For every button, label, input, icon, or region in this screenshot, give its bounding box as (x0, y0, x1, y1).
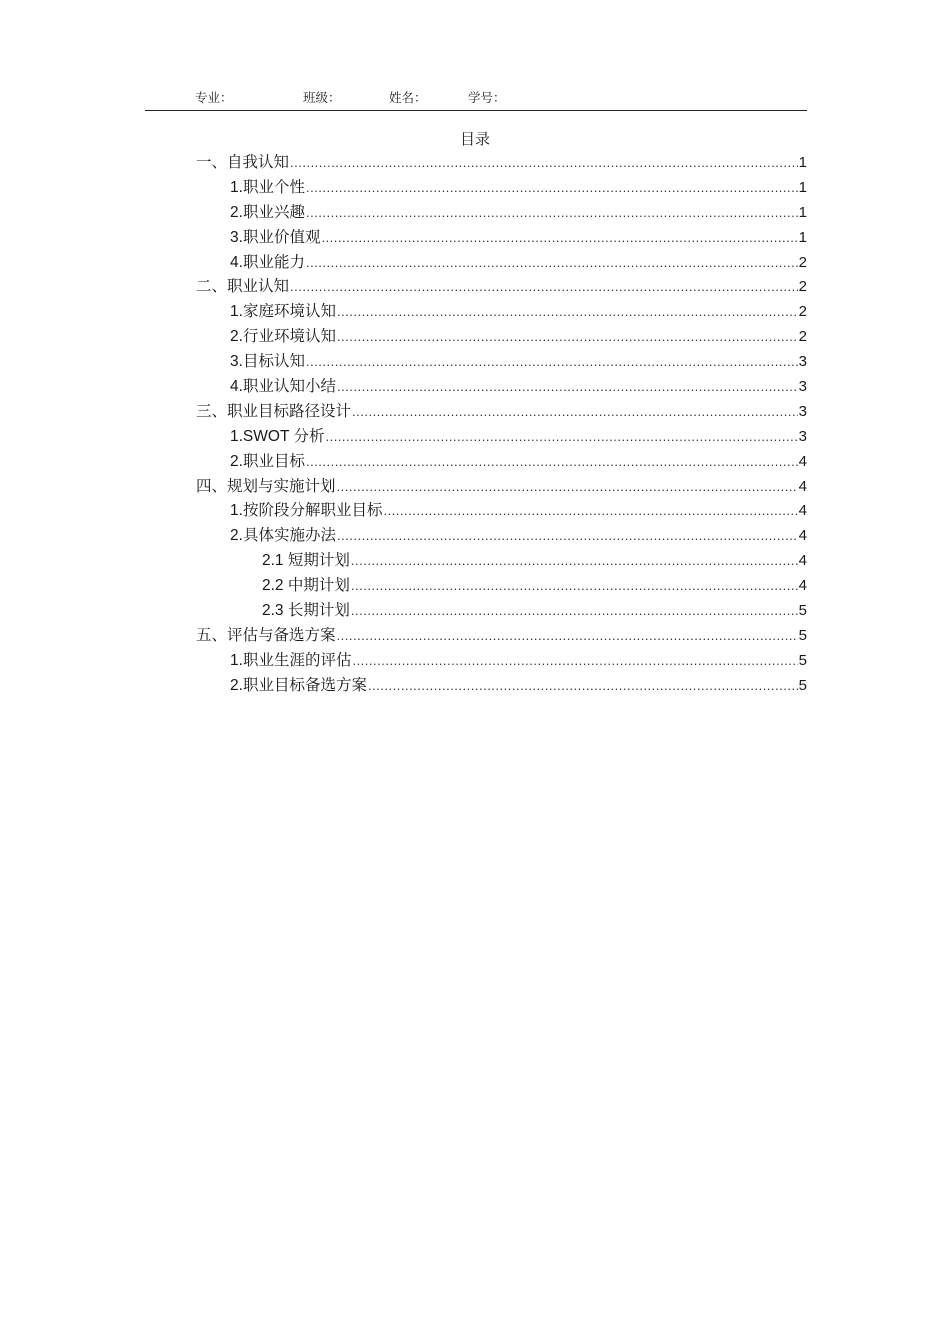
toc-entry-title (262, 548, 350, 574)
toc-entry[interactable] (196, 274, 807, 299)
toc-entry-label: 分析 (293, 426, 325, 445)
dot-leader (321, 226, 797, 251)
toc-entry-title (262, 598, 350, 624)
name-label: 姓名： (389, 90, 427, 105)
toc-entry[interactable] (196, 225, 807, 250)
toc-entry-number: 2.2 (262, 577, 288, 595)
toc-entry-title (230, 523, 336, 549)
toc-entry-number: 1. (230, 178, 243, 196)
toc-entry[interactable] (196, 548, 807, 573)
toc-entry[interactable] (196, 349, 807, 374)
toc-entry-title (196, 474, 336, 499)
toc-entry-page: 1 (798, 203, 807, 221)
toc-entry-number: 1. (230, 651, 243, 669)
toc-entry[interactable] (196, 424, 807, 449)
toc-entry[interactable] (196, 648, 807, 673)
dot-leader (337, 624, 798, 649)
dot-leader (351, 574, 798, 599)
toc-entry-number: 2. (230, 203, 243, 221)
toc-entry[interactable] (196, 374, 807, 399)
toc-entry-page: 5 (798, 676, 807, 694)
toc-entry-label: 职业能力 (242, 252, 305, 271)
toc-entry-title (230, 175, 305, 201)
dot-leader (306, 176, 798, 201)
toc-entry-page: 2 (798, 278, 807, 296)
toc-entry-page: 4 (798, 527, 807, 545)
toc-entry-label: 家庭环境认知 (242, 302, 336, 321)
student-id-label: 学号： (468, 90, 506, 105)
toc-entry-title (230, 225, 320, 251)
toc-entry-number: 2. (230, 676, 243, 694)
toc-entry[interactable] (196, 200, 807, 225)
toc-entry-number: 4. (230, 378, 243, 396)
toc-entry-label: 四、规划与实施计划 (196, 476, 336, 495)
toc-entry[interactable] (196, 623, 807, 648)
toc-entry-page: 3 (798, 378, 807, 396)
toc-entry[interactable] (196, 474, 807, 499)
toc-entry-page: 1 (798, 154, 807, 171)
toc-entry[interactable] (196, 150, 807, 175)
toc-entry-title (230, 324, 336, 350)
toc-entry-label: 中期计划 (287, 576, 350, 595)
toc-entry-title (230, 673, 367, 699)
toc-entry-page: 4 (798, 552, 807, 570)
dot-leader (352, 649, 797, 674)
dot-leader (351, 599, 798, 624)
toc-entry-label: 职业个性 (242, 177, 305, 196)
dot-leader (383, 499, 797, 524)
toc-entry-title (230, 200, 305, 226)
toc-entry-number: 2. (230, 527, 243, 545)
toc-entry-number: 2.1 (262, 552, 288, 570)
toc-entry-number: 1.SWOT (230, 427, 294, 445)
toc-entry-number: 4. (230, 253, 243, 271)
toc-entry-number: 3. (230, 228, 243, 246)
toc-entry-page: 2 (798, 328, 807, 346)
toc-entry-page: 5 (798, 651, 807, 669)
toc-entry-title (196, 150, 289, 175)
toc-entry-page: 3 (798, 353, 807, 371)
dot-leader (337, 300, 798, 325)
toc-entry-page: 4 (798, 577, 807, 595)
toc-entry-label: 三、职业目标路径设计 (196, 401, 352, 420)
toc-entry-label: 职业价值观 (242, 227, 321, 246)
toc-entry-label: 一、自我认知 (196, 153, 290, 171)
toc-entry[interactable] (196, 324, 807, 349)
toc-entry-label: 五、评估与备选方案 (196, 625, 336, 644)
toc-entry-title (230, 648, 351, 674)
toc-entry-title (230, 250, 305, 276)
toc-entry-number: 2. (230, 452, 243, 470)
dot-leader (290, 275, 798, 300)
toc-entry[interactable] (196, 673, 807, 698)
toc-entry-title (230, 424, 324, 450)
dot-leader (306, 450, 798, 475)
class-label: 班级： (303, 90, 341, 105)
toc-entry-title (230, 299, 336, 325)
toc-entry-page: 2 (798, 303, 807, 321)
dot-leader (306, 350, 798, 375)
dot-leader (306, 251, 798, 276)
toc-entry-page: 3 (798, 402, 807, 420)
toc-entry[interactable] (196, 250, 807, 275)
dot-leader (337, 325, 798, 350)
toc-entry-number: 2.3 (262, 602, 288, 620)
table-of-contents (196, 150, 807, 698)
toc-entry-number: 1. (230, 303, 243, 321)
toc-entry-page: 1 (798, 178, 807, 196)
dot-leader (337, 524, 798, 549)
dot-leader (337, 475, 798, 500)
toc-entry-number: 2. (230, 328, 243, 346)
toc-entry-page: 5 (798, 602, 807, 620)
toc-entry[interactable] (196, 598, 807, 623)
toc-entry-title (262, 573, 350, 599)
toc-entry-page: 5 (798, 626, 807, 644)
toc-entry-label: 职业兴趣 (242, 202, 305, 221)
toc-entry[interactable] (196, 523, 807, 548)
toc-entry-label: 职业目标 (242, 451, 305, 470)
toc-entry-label: 目标认知 (242, 352, 305, 371)
toc-entry-page: 4 (798, 502, 807, 520)
dot-leader (352, 400, 798, 425)
toc-entry[interactable] (196, 299, 807, 324)
toc-entry-label: 按阶段分解职业目标 (242, 501, 383, 520)
toc-entry-title (196, 274, 289, 299)
major-label: 专业： (195, 90, 233, 105)
toc-entry-number: 3. (230, 353, 243, 371)
toc-entry-title (196, 399, 351, 424)
toc-entry-page: 3 (798, 427, 807, 445)
toc-entry-title (230, 449, 305, 475)
page-header (145, 86, 807, 111)
toc-entry-title (230, 349, 305, 375)
toc-entry-title (196, 623, 336, 648)
toc-entry-label: 行业环境认知 (242, 327, 336, 346)
toc-entry-number: 1. (230, 502, 243, 520)
dot-leader (337, 375, 798, 400)
toc-entry-page: 1 (798, 228, 807, 246)
toc-entry-page: 4 (798, 477, 807, 495)
toc-entry[interactable] (196, 449, 807, 474)
dot-leader (351, 549, 798, 574)
toc-entry[interactable] (196, 175, 807, 200)
toc-title: 目录 (459, 130, 490, 148)
dot-leader (290, 151, 798, 176)
toc-entry-label: 职业生涯的评估 (242, 650, 352, 669)
toc-entry-page: 4 (798, 452, 807, 470)
toc-entry-label: 具体实施办法 (242, 526, 336, 545)
dot-leader (306, 201, 798, 226)
toc-entry-label: 职业目标备选方案 (242, 675, 367, 694)
toc-entry-label: 短期计划 (287, 551, 350, 570)
toc-entry[interactable] (196, 498, 807, 523)
toc-entry[interactable] (196, 399, 807, 424)
dot-leader (325, 425, 797, 450)
toc-entry-label: 二、职业认知 (196, 277, 290, 296)
toc-entry-label: 长期计划 (287, 601, 350, 620)
toc-entry-title (230, 498, 382, 524)
toc-entry-title (230, 374, 336, 400)
dot-leader (368, 674, 798, 699)
toc-entry[interactable] (196, 573, 807, 598)
toc-entry-label: 职业认知小结 (242, 377, 336, 396)
toc-entry-page: 2 (798, 253, 807, 271)
